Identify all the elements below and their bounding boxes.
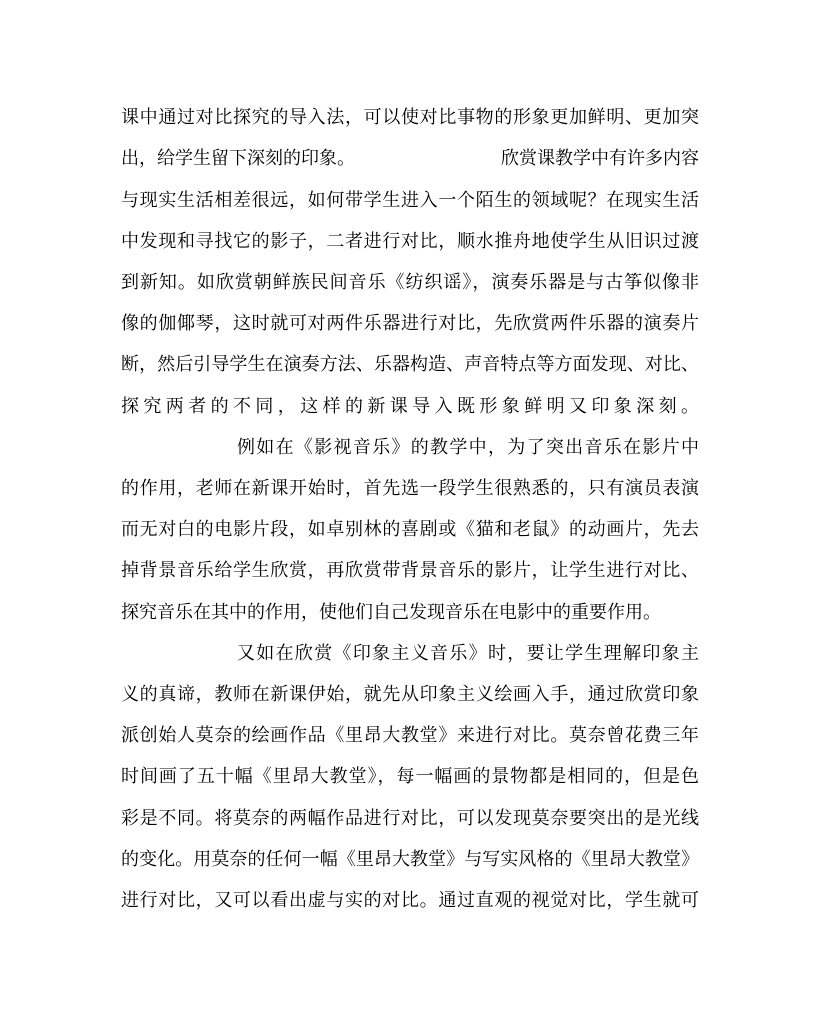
paragraph-line: 探究两者的不同，这样的新课导入既形象鲜明又印象深刻。 xyxy=(121,396,699,417)
paragraph-line: 进行对比，又可以看出虚与实的对比。通过直观的视觉对比，学生就可 xyxy=(121,890,699,911)
paragraph-line: 时间画了五十幅《里昂大教堂》，每一幅画的景物都是相同的，但是色 xyxy=(121,766,699,787)
paragraph-line: 课中通过对比探究的导入法，可以使对比事物的形象更加鲜明、更加突 xyxy=(121,107,699,128)
paragraph-line-first: 例如在《影视音乐》的教学中，为了突出音乐在影片中 xyxy=(237,437,699,458)
paragraph-line: 断，然后引导学生在演奏方法、乐器构造、声音特点等方面发现、对比、 xyxy=(121,354,699,375)
paragraph-line: 掉背景音乐给学生欣赏，再欣赏带背景音乐的影片，让学生进行对比、 xyxy=(121,560,699,581)
paragraph-line-start: 欣赏课教学中有许多内容 xyxy=(501,148,699,169)
paragraph-line-end: 出，给学生留下深刻的印象。 xyxy=(121,148,355,169)
paragraph-line: 像的伽倻琴，这时就可对两件乐器进行对比，先欣赏两件乐器的演奏片 xyxy=(121,313,699,334)
paragraph-line-split xyxy=(121,144,699,174)
paragraph-line: 彩是不同。将莫奈的两幅作品进行对比，可以发现莫奈要突出的是光线 xyxy=(121,808,699,829)
paragraph-line: 中发现和寻找它的影子，二者进行对比，顺水推舟地使学生从旧识过渡 xyxy=(121,231,699,252)
paragraph-line-first: 又如在欣赏《印象主义音乐》时，要让学生理解印象主 xyxy=(237,643,699,664)
paragraph-line: 义的真谛，教师在新课伊始，就先从印象主义绘画入手，通过欣赏印象 xyxy=(121,684,699,705)
paragraph-line: 派创始人莫奈的绘画作品《里昂大教堂》来进行对比。莫奈曾花费三年 xyxy=(121,725,699,746)
paragraph-line: 的变化。用莫奈的任何一幅《里昂大教堂》与写实风格的《里昂大教堂》 xyxy=(121,849,699,870)
paragraph-line: 与现实生活相差很远，如何带学生进入一个陌生的领域呢？在现实生活 xyxy=(121,190,699,211)
paragraph-line: 到新知。如欣赏朝鲜族民间音乐《纺织谣》，演奏乐器是与古筝似像非 xyxy=(121,272,699,293)
paragraph-line-last: 探究音乐在其中的作用，使他们自己发现音乐在电影中的重要作用。 xyxy=(121,602,661,623)
paragraph-line: 而无对白的电影片段，如卓别林的喜剧或《猫和老鼠》的动画片，先去 xyxy=(121,519,699,540)
paragraph-line: 的作用，老师在新课开始时，首先选一段学生很熟悉的，只有演员表演 xyxy=(121,478,699,499)
